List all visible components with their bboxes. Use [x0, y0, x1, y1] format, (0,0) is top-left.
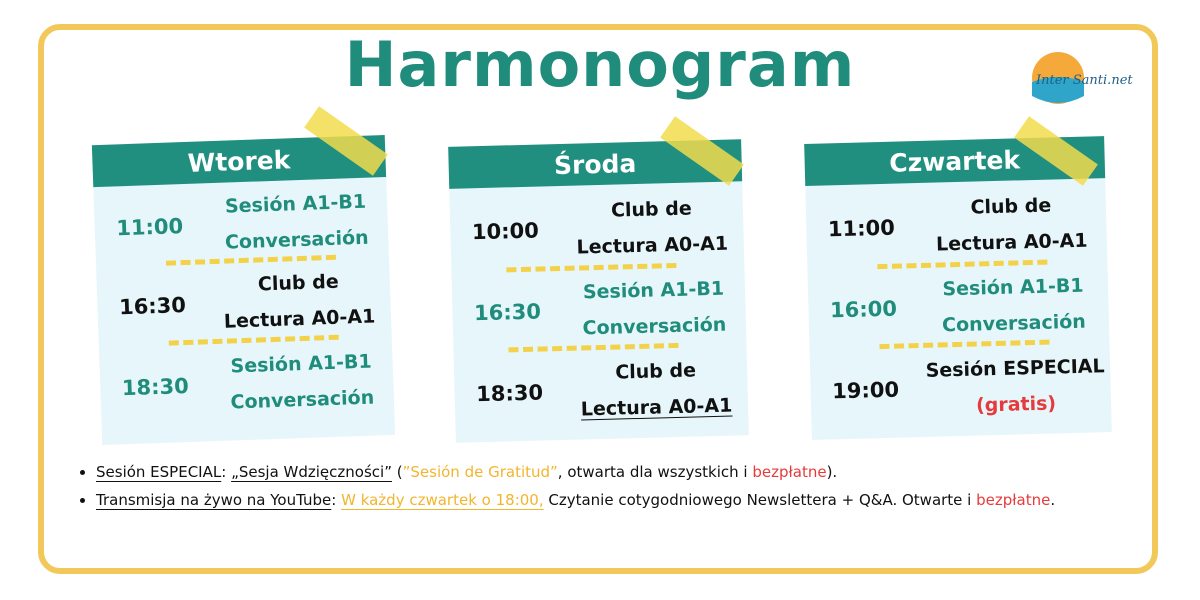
- slot-line2: Lectura A0-A1: [576, 232, 729, 259]
- schedule-slot: [99, 341, 394, 427]
- note-item: [96, 486, 1140, 514]
- note-free: bezpłatne: [976, 491, 1051, 509]
- schedule-slot: [449, 187, 744, 271]
- slot-activity: [559, 189, 744, 266]
- slot-line1: Club de: [970, 194, 1052, 219]
- slot-activity: [564, 351, 749, 428]
- slot-activity: [920, 348, 1112, 425]
- note-text: :: [331, 491, 342, 509]
- note-label: Sesión ESPECIAL: [96, 463, 222, 481]
- slot-line2: Conversación: [224, 226, 369, 254]
- slot-line2: Lectura A0-A1: [223, 305, 376, 333]
- slot-time: 16:00: [829, 296, 898, 323]
- slot-line1: Sesión A1-B1: [942, 274, 1084, 301]
- schedule-slot: [808, 266, 1110, 348]
- slot-time: 10:00: [471, 218, 540, 245]
- note-text: (: [391, 463, 403, 481]
- slot-line2: Conversación: [230, 386, 375, 414]
- slot-time: 16:30: [473, 299, 542, 326]
- slot-line1: Sesión A1-B1: [224, 190, 367, 218]
- note-text: Czytanie cotygodniowego Newslettera + Q&A. Otwarte i: [543, 491, 977, 509]
- day-name: Środa: [553, 148, 637, 180]
- slot-activity: [915, 186, 1107, 263]
- logo-text: Inter Santi.net: [1036, 73, 1133, 88]
- note-label: Transmisja na żywo na YouTube: [96, 491, 332, 509]
- slot-line1: Sesión ESPECIAL: [925, 355, 1105, 382]
- note-gratitud: ”Sesión de Gratitud”: [402, 463, 558, 481]
- slot-line1: Club de: [257, 270, 339, 296]
- note-free: bezpłatne: [752, 463, 827, 481]
- note-item: [96, 458, 1140, 486]
- slot-line1: Club de: [615, 359, 697, 384]
- page-title: Harmonogram: [344, 28, 856, 101]
- slot-time: 16:30: [118, 293, 187, 320]
- day-card-sroda: [448, 139, 749, 443]
- slot-activity: [209, 343, 394, 421]
- slot-line2: Lectura A0-A1: [580, 394, 733, 421]
- slot-time: 19:00: [831, 377, 900, 404]
- note-text: .: [1050, 491, 1056, 509]
- day-card-wtorek: [92, 135, 395, 445]
- day-name: Wtorek: [187, 144, 291, 178]
- slot-line2-gratis: (gratis): [975, 392, 1057, 417]
- schedule-slot: [454, 349, 749, 433]
- slot-line2: Conversación: [941, 310, 1087, 337]
- slot-activity: [206, 262, 391, 340]
- schedule-slot: [805, 184, 1107, 268]
- note-when: W każdy czwartek o 18:00,: [341, 491, 544, 509]
- schedule-slot: [810, 346, 1112, 430]
- note-text: :: [221, 463, 227, 481]
- day-name: Czwartek: [888, 144, 1021, 178]
- notes-section: [70, 458, 1140, 514]
- schedule-slot: [94, 183, 389, 265]
- slot-line1: Sesión A1-B1: [230, 350, 373, 378]
- slot-time: 18:30: [121, 373, 190, 401]
- logo: [1028, 50, 1152, 106]
- schedule-slot: [96, 261, 391, 345]
- slot-activity: [918, 267, 1110, 344]
- day-card-czwartek: [804, 136, 1112, 440]
- slot-time: 11:00: [115, 214, 184, 241]
- slot-activity: [203, 183, 388, 261]
- note-quote: „Sesja Wdzięczności”: [231, 463, 392, 481]
- schedule-slot: [452, 269, 747, 351]
- slot-activity: [562, 270, 747, 347]
- slot-line1: Club de: [610, 197, 693, 222]
- slot-time: 11:00: [827, 215, 896, 242]
- slot-line2: Lectura A0-A1: [935, 229, 1088, 256]
- slot-line1: Sesión A1-B1: [582, 277, 725, 304]
- note-text: , otwarta dla wszystkich i: [557, 463, 753, 481]
- slot-line2: Conversación: [582, 313, 727, 340]
- slot-time: 18:30: [475, 380, 544, 407]
- note-text: ).: [826, 463, 838, 481]
